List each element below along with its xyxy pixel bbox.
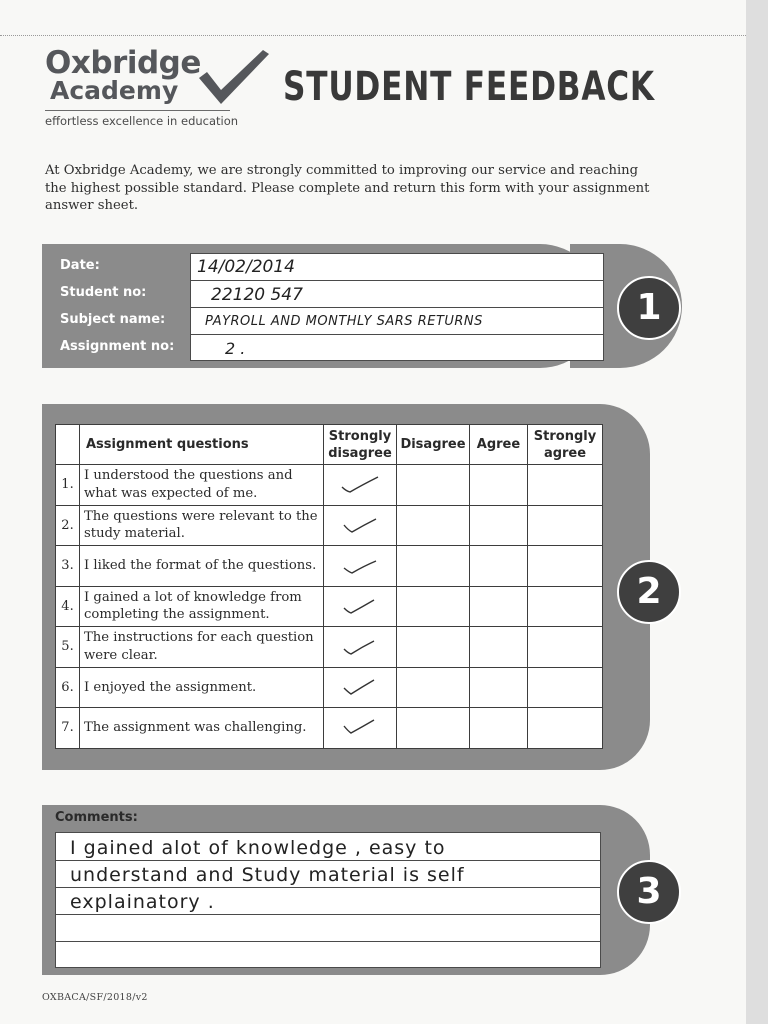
strongly-disagree-cell[interactable] xyxy=(324,708,397,749)
form-code: OXBACA/SF/2018/v2 xyxy=(42,992,148,1003)
agree-cell[interactable] xyxy=(470,667,528,708)
assignment-no-label: Assignment no: xyxy=(60,339,175,354)
scan-edge xyxy=(746,0,768,1024)
question-number: 4. xyxy=(56,586,80,627)
checkmark-icon xyxy=(340,556,380,576)
column-header-agree: Agree xyxy=(470,425,528,465)
disagree-cell[interactable] xyxy=(397,465,470,506)
logo-tagline: effortless excellence in education xyxy=(45,114,239,128)
page-title: STUDENT FEEDBACK xyxy=(283,64,655,110)
student-no-field[interactable] xyxy=(191,281,603,308)
assignment-no-field[interactable] xyxy=(191,335,603,362)
comments-rule xyxy=(56,914,600,915)
strongly-disagree-cell[interactable] xyxy=(324,505,397,546)
logo-line1: Oxbridge xyxy=(45,45,201,81)
table-row xyxy=(56,708,603,749)
disagree-cell[interactable] xyxy=(397,586,470,627)
column-header-disagree: Disagree xyxy=(397,425,470,465)
question-text: The instructions for each question were clear. xyxy=(80,627,324,668)
student-details-box xyxy=(190,253,604,361)
table-row xyxy=(56,505,603,546)
strongly-agree-cell[interactable] xyxy=(528,465,603,506)
subject-name-label: Subject name: xyxy=(60,312,166,327)
question-number: 3. xyxy=(56,546,80,587)
agree-cell[interactable] xyxy=(470,586,528,627)
disagree-cell[interactable] xyxy=(397,667,470,708)
question-text: The questions were relevant to the study material. xyxy=(80,505,324,546)
checkmark-icon xyxy=(340,718,380,738)
intro-text: At Oxbridge Academy, we are strongly committed to improving our service and reaching the highest possible standard. Please complete and return this form with your assignment answer sheet. xyxy=(45,163,650,213)
question-number: 6. xyxy=(56,667,80,708)
strongly-disagree-cell[interactable] xyxy=(324,465,397,506)
agree-cell[interactable] xyxy=(470,465,528,506)
column-header-strongly-disagree: Strongly disagree xyxy=(324,425,397,465)
column-header-strongly-agree: Strongly agree xyxy=(528,425,603,465)
agree-cell[interactable] xyxy=(470,546,528,587)
date-label: Date: xyxy=(60,258,100,273)
disagree-cell[interactable] xyxy=(397,627,470,668)
comment-line: understand and Study material is self xyxy=(70,864,465,886)
strongly-agree-cell[interactable] xyxy=(528,708,603,749)
logo-divider xyxy=(45,110,230,111)
comment-line: I gained alot of knowledge , easy to xyxy=(70,837,446,859)
section3-badge: 3 xyxy=(617,860,681,924)
comments-box[interactable] xyxy=(55,832,601,968)
table-row xyxy=(56,627,603,668)
subject-name-value: PAYROLL AND MONTHLY SARS RETURNS xyxy=(205,314,483,329)
question-text: The assignment was challenging. xyxy=(80,708,324,749)
question-number: 1. xyxy=(56,465,80,506)
date-field[interactable] xyxy=(191,254,603,281)
checkmark-icon xyxy=(340,677,380,697)
agree-cell[interactable] xyxy=(470,505,528,546)
column-header-questions: Assignment questions xyxy=(80,425,324,465)
question-text: I enjoyed the assignment. xyxy=(80,667,324,708)
agree-cell[interactable] xyxy=(470,708,528,749)
checkmark-icon xyxy=(340,596,380,616)
strongly-disagree-cell[interactable] xyxy=(324,586,397,627)
student-no-value: 22120 547 xyxy=(211,285,303,305)
strongly-agree-cell[interactable] xyxy=(528,546,603,587)
strongly-agree-cell[interactable] xyxy=(528,505,603,546)
table-row xyxy=(56,667,603,708)
checkmark-icon xyxy=(340,475,380,495)
disagree-cell[interactable] xyxy=(397,546,470,587)
table-row xyxy=(56,586,603,627)
agree-cell[interactable] xyxy=(470,627,528,668)
top-dotted-line xyxy=(0,35,748,36)
question-text: I liked the format of the questions. xyxy=(80,546,324,587)
strongly-agree-cell[interactable] xyxy=(528,627,603,668)
strongly-disagree-cell[interactable] xyxy=(324,667,397,708)
assignment-questions-table xyxy=(55,424,603,749)
strongly-disagree-cell[interactable] xyxy=(324,546,397,587)
strongly-agree-cell[interactable] xyxy=(528,586,603,627)
date-value: 14/02/2014 xyxy=(197,257,295,277)
student-no-label: Student no: xyxy=(60,285,147,300)
comment-line: explainatory . xyxy=(70,891,215,913)
comments-label: Comments: xyxy=(55,810,138,825)
logo-check-icon xyxy=(195,46,271,108)
table-header-number xyxy=(56,425,80,465)
section1-badge: 1 xyxy=(617,276,681,340)
question-number: 2. xyxy=(56,505,80,546)
disagree-cell[interactable] xyxy=(397,708,470,749)
strongly-agree-cell[interactable] xyxy=(528,667,603,708)
section2-badge: 2 xyxy=(617,560,681,624)
table-header-row xyxy=(56,425,603,465)
comments-rule xyxy=(56,941,600,942)
disagree-cell[interactable] xyxy=(397,505,470,546)
comments-rule xyxy=(56,887,600,888)
strongly-disagree-cell[interactable] xyxy=(324,627,397,668)
question-number: 7. xyxy=(56,708,80,749)
table-row xyxy=(56,546,603,587)
question-text: I understood the questions and what was expected of me. xyxy=(80,465,324,506)
table-row xyxy=(56,465,603,506)
comments-rule xyxy=(56,860,600,861)
logo-line2: Academy xyxy=(50,76,179,105)
checkmark-icon xyxy=(340,515,380,535)
checkmark-icon xyxy=(340,637,380,657)
question-number: 5. xyxy=(56,627,80,668)
assignment-no-value: 2 . xyxy=(225,339,246,358)
question-text: I gained a lot of knowledge from completing the assignment. xyxy=(80,586,324,627)
subject-name-field[interactable] xyxy=(191,308,603,335)
